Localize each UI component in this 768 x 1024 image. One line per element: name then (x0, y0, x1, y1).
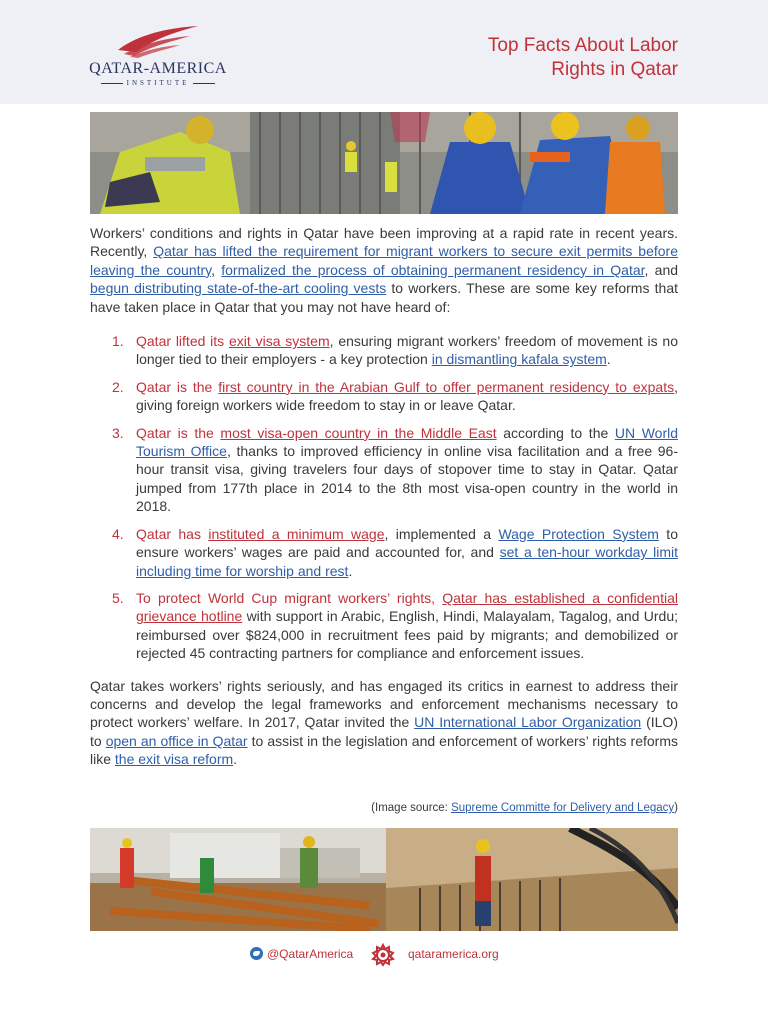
twitter-handle: @QatarAmerica (267, 947, 354, 961)
outro-text-2: (ILO) to (90, 714, 678, 749)
page-title (378, 34, 678, 82)
fact-text: . (606, 351, 611, 368)
page-footer (0, 944, 768, 966)
link-visa-open-country[interactable]: most visa-open country in the Middle East (220, 424, 497, 441)
fact-item (90, 525, 678, 580)
qatar-america-logo[interactable] (88, 22, 228, 92)
source-suffix: ) (674, 802, 678, 814)
fact-text: , ensuring migrant workers’ freedom of movement is no longer tied to their employers - a key protection (136, 333, 678, 368)
link-minimum-wage[interactable]: instituted a minimum wage (208, 525, 385, 542)
intro-text-2: , (211, 261, 222, 278)
twitter-handle-link[interactable] (250, 944, 353, 964)
fact-item (90, 378, 678, 415)
intro-text-1: Workers’ conditions and rights in Qatar have been improving at a rapid rate in recent years. Recently, (90, 225, 678, 260)
fact-text: , thanks to improved efficiency in online visa facilitation and a free 96-hour transit visa, giving travelers four days of stopover time to stay in Qatar. Qatar jumped from 177th place in 2014 to the 8th most visa-open country in the world in 2018. (136, 443, 679, 515)
intro-text-4: to workers. These are some key reforms that have taken place in Qatar that you may not have heard of: (90, 280, 679, 315)
link-un-ilo[interactable]: UN International Labor Organization (414, 714, 642, 731)
fact-number: 2. (112, 378, 124, 395)
fact-item (90, 424, 678, 516)
outro-paragraph (90, 677, 678, 769)
eagle-wing-icon (116, 22, 200, 58)
fact-number: 4. (112, 525, 124, 542)
link-ten-hour-workday[interactable]: set a ten-hour workday limit including time for worship and rest (136, 544, 678, 579)
source-prefix: (Image source: (371, 802, 452, 814)
logo-name: QATAR-AMERICA (89, 60, 227, 77)
fact-text: , implemented a (384, 525, 499, 542)
fact-text: , giving foreign workers wide freedom to stay in or leave Qatar. (136, 378, 678, 414)
title-line-2: Rights in Qatar (551, 59, 678, 80)
outro-text-1: Qatar takes workers’ rights seriously, and has engaged its critics in earnest to address their concerns and develop the legal frameworks and enforcement mechanisms necessary to protect workers’ welfare. In 2017, Qatar invited the (90, 677, 678, 731)
outro-text-3: to assist in the legislation and enforcement of workers’ rights reforms like (90, 732, 678, 768)
link-permanent-residency[interactable]: formalized the process of obtaining permanent residency in Qatar (221, 261, 645, 278)
link-cooling-vests[interactable]: begun distributing state-of-the-art cooling vests (90, 280, 387, 297)
facts-list (90, 332, 678, 663)
fact-text: Qatar is the (136, 424, 221, 441)
fact-item (90, 589, 678, 663)
fact-number: 1. (112, 333, 124, 350)
intro-text-3: , and (644, 261, 679, 278)
fact-text: with support in Arabic, English, Hindi, Malayalam, Tagalog, and Urdu; reimbursed over $824,000 in recruitment fees paid by migrants; and demobilized or rejected 45 contracting partners for compliance and enforcement issues. (136, 608, 678, 662)
twitter-icon (250, 947, 263, 960)
logo-subtitle: INSTITUTE (88, 79, 228, 87)
workers-photo-top (90, 112, 678, 214)
link-office-in-qatar[interactable]: open an office in Qatar (105, 732, 248, 749)
fact-text: To protect World Cup migrant workers’ rights, (136, 589, 443, 606)
fact-text: to ensure workers’ wages are paid and accounted for, and (136, 525, 678, 561)
outro-text-4: . (233, 751, 238, 768)
link-exit-permits[interactable]: Qatar has lifted the requirement for migrant workers to secure exit permits before leaving the country (90, 243, 678, 278)
link-grievance-hotline[interactable]: Qatar has established a confidential grievance hotline (136, 589, 678, 625)
page-header (0, 0, 768, 104)
link-dismantling-kafala[interactable]: in dismantling kafala system (431, 351, 607, 368)
fact-item (90, 332, 678, 369)
image-source-credit (90, 802, 678, 814)
fact-text: . (348, 562, 353, 579)
fact-text: Qatar lifted its (136, 333, 229, 350)
fact-text: according to the (496, 424, 615, 441)
link-wage-protection-system[interactable]: Wage Protection System (498, 525, 659, 542)
link-exit-visa-reform[interactable]: the exit visa reform (114, 751, 234, 768)
link-supreme-committee[interactable]: Supreme Committe for Delivery and Legacy (451, 802, 675, 814)
title-line-1: Top Facts About Labor (487, 35, 678, 56)
fact-text: Qatar has (136, 525, 209, 542)
link-permanent-residency-expats[interactable]: first country in the Arabian Gulf to offer permanent residency to expats (218, 378, 675, 395)
fact-number: 5. (112, 589, 124, 606)
fact-number: 3. (112, 424, 124, 441)
link-exit-visa-system[interactable]: exit visa system (229, 333, 330, 350)
intro-paragraph (90, 224, 678, 316)
website-link[interactable]: qataramerica.org (408, 947, 499, 961)
qatar-emblem-icon (371, 943, 395, 973)
link-un-world-tourism[interactable]: UN World Tourism Office (136, 424, 679, 460)
article-body (90, 224, 678, 769)
workers-photo-bottom (90, 828, 678, 931)
fact-text: Qatar is the (136, 378, 219, 395)
